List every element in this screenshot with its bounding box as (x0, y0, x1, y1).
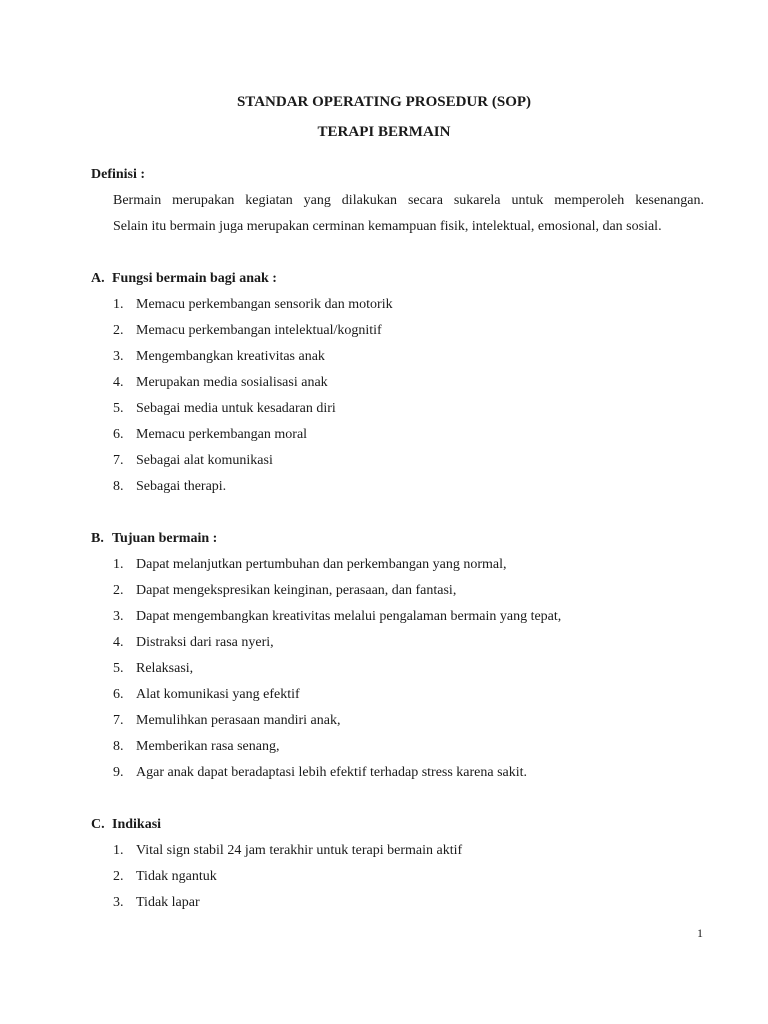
list-item (113, 842, 462, 868)
list-item-text: Dapat melanjutkan pertumbuhan dan perkembangan yang normal, (136, 557, 507, 572)
list-number: 8. (113, 479, 124, 494)
list-number: 7. (113, 713, 124, 728)
list-item-text: Tidak lapar (136, 895, 200, 910)
list-item (113, 712, 561, 738)
list-item (113, 634, 561, 660)
list-item (113, 556, 561, 582)
section-a-title: Fungsi bermain bagi anak : (112, 271, 277, 286)
section-c-title: Indikasi (112, 817, 162, 832)
list-item-text: Alat komunikasi yang efektif (136, 687, 300, 702)
list-item-text: Memberikan rasa senang, (136, 739, 280, 754)
section-a-list (113, 296, 393, 504)
section-c-letter: C. (91, 817, 105, 832)
list-item-text: Relaksasi, (136, 661, 194, 676)
list-item-text: Mengembangkan kreativitas anak (136, 349, 325, 364)
definisi-line-2: Selain itu bermain juga merupakan cerminan kemampuan fisik, intelektual, emosional, dan sosial. (113, 219, 662, 234)
list-number: 1. (113, 297, 124, 312)
list-number: 2. (113, 583, 124, 598)
list-item (113, 686, 561, 712)
list-item (113, 582, 561, 608)
document-title: STANDAR OPERATING PROSEDUR (SOP) (236, 94, 532, 110)
list-number: 6. (113, 427, 124, 442)
list-item-text: Sebagai therapi. (136, 479, 227, 494)
list-item-text: Memacu perkembangan sensorik dan motorik (136, 297, 393, 312)
list-item (113, 478, 393, 504)
list-item-text: Dapat mengembangkan kreativitas melalui pengalaman bermain yang tepat, (136, 609, 562, 624)
section-c-list (113, 842, 462, 920)
list-item (113, 426, 393, 452)
list-number: 1. (113, 557, 124, 572)
list-item (113, 452, 393, 478)
list-number: 5. (113, 661, 124, 676)
list-item (113, 296, 393, 322)
section-b-list (113, 556, 561, 790)
list-item-text: Tidak ngantuk (136, 869, 217, 884)
list-item (113, 868, 462, 894)
list-number: 6. (113, 687, 124, 702)
section-b-heading (91, 530, 217, 548)
section-a-heading (91, 270, 277, 288)
list-item (113, 660, 561, 686)
list-number: 2. (113, 869, 124, 884)
list-number: 3. (113, 609, 124, 624)
section-c-heading (91, 816, 161, 834)
list-item-text: Memacu perkembangan intelektual/kognitif (136, 323, 382, 338)
list-number: 1. (113, 843, 124, 858)
list-item-text: Sebagai media untuk kesadaran diri (136, 401, 336, 416)
section-b-title: Tujuan bermain : (112, 531, 218, 546)
list-item (113, 322, 393, 348)
list-item-text: Memulihkan perasaan mandiri anak, (136, 713, 341, 728)
list-item (113, 374, 393, 400)
list-item (113, 894, 462, 920)
list-item-text: Vital sign stabil 24 jam terakhir untuk terapi bermain aktif (136, 843, 463, 858)
list-number: 9. (113, 765, 124, 780)
list-number: 2. (113, 323, 124, 338)
list-item-text: Memacu perkembangan moral (136, 427, 308, 442)
list-number: 8. (113, 739, 124, 754)
list-item-text: Agar anak dapat beradaptasi lebih efektif terhadap stress karena sakit. (136, 765, 528, 780)
list-item (113, 764, 561, 790)
list-item (113, 608, 561, 634)
list-item-text: Distraksi dari rasa nyeri, (136, 635, 274, 650)
list-item-text: Sebagai alat komunikasi (136, 453, 273, 468)
list-number: 5. (113, 401, 124, 416)
definisi-heading: Definisi : (91, 167, 146, 182)
list-number: 4. (113, 635, 124, 650)
list-number: 3. (113, 895, 124, 910)
document-subtitle: TERAPI BERMAIN (317, 124, 451, 140)
definisi-line-1: Bermain merupakan kegiatan yang dilakukan secara sukarela untuk memperoleh kesenangan. (113, 193, 704, 208)
list-item (113, 400, 393, 426)
page-number: 1 (697, 926, 703, 940)
list-item-text: Dapat mengekspresikan keinginan, perasaan, dan fantasi, (136, 583, 457, 598)
list-number: 4. (113, 375, 124, 390)
list-item-text: Merupakan media sosialisasi anak (136, 375, 328, 390)
section-b-letter: B. (91, 531, 104, 546)
list-number: 7. (113, 453, 124, 468)
list-item (113, 738, 561, 764)
list-item (113, 348, 393, 374)
section-a-letter: A. (91, 271, 105, 286)
list-number: 3. (113, 349, 124, 364)
